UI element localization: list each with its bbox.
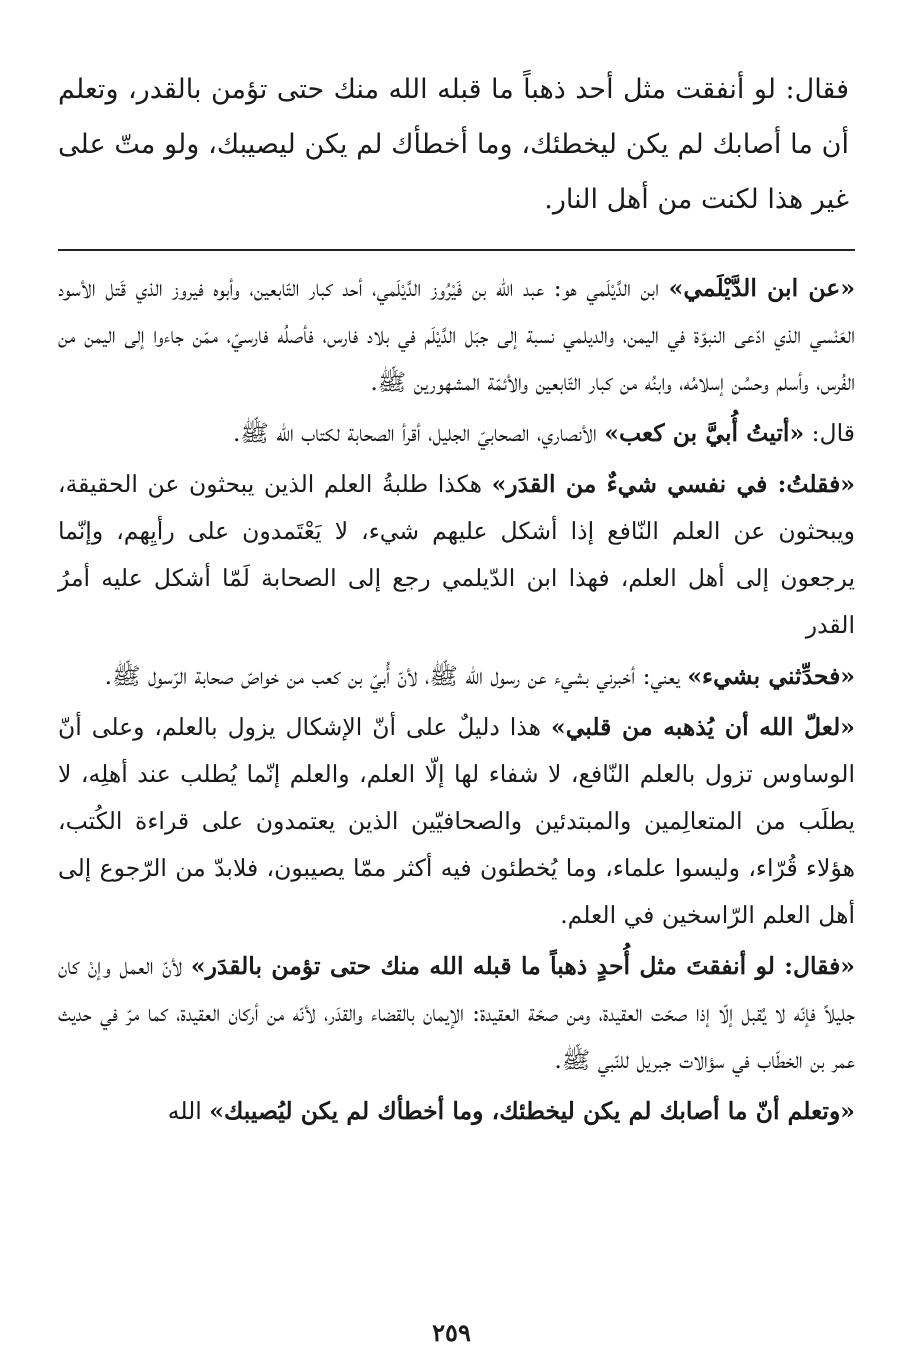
commentary-quote: «لعلّ الله أن يُذهبه من قلبي» bbox=[551, 713, 855, 741]
footnote-divider bbox=[58, 249, 855, 251]
commentary-quote: «عن ابن الدَّيْلَمي» bbox=[668, 274, 856, 302]
commentary-text: يعني: أخبرني بشيء عن رسول الله ﷺ، لأنّ أُبيّ بن كعب من خواصّ صحابة الرّسول ﷺ. bbox=[104, 662, 688, 690]
commentary-quote: «وتعلم أنّ ما أصابك لم يكن ليخطئك، وما أخطأك لم يكن ليُصيبك» bbox=[209, 1097, 855, 1125]
commentary-paragraph bbox=[58, 943, 855, 1084]
commentary-paragraph bbox=[58, 410, 855, 457]
commentary-text: هكذا طلبةُ العلم الذين يبحثون عن الحقيقة، ويبحثون عن العلم النّافع إذا أشكل عليهم شيء، لا يَعْتَمدون على رأيِهم، وإنّما يرجعون إلى أهل العلم، فهذا ابن الدّيلمي رجع إلى الصحابة لَمّا أشكل عليه أمرُ القدر bbox=[58, 470, 855, 639]
commentary-quote: «فحدِّثني بشيء» bbox=[687, 662, 855, 690]
commentary-text: ابن الدَّيْلَمي هو: عبد الله بن فَيْرُوز الدَّيْلَمي، أحد كبار التّابعين، وأبوه فيروز الذي قَتل الأسود العَنْسي الذي ادّعى النبوّة في اليمن، والديلمي نسبة إلى جبَل الدَّيْلَم في بلاد فارس، فأصلُه فارسيّ، ممّن جاءوا إلى اليمن من الفُرس، وأسلم وحسُن إسلامُه، وابنُه من كبار التّابعين والأئمّة المشهورين ﷺ. bbox=[58, 274, 855, 396]
commentary-quote: «فقال: لو أنفقتَ مثل أُحدٍ ذهباً ما قبله الله منك حتى تؤمن بالقدَر» bbox=[190, 952, 855, 980]
hadith-text: فقال: لو أنفقت مثل أحد ذهباً ما قبله الله منك حتى تؤمن بالقدر، وتعلم أن ما أصابك لم يكن ليخطئك، وما أخطأك لم يكن ليصيبك، ولو متّ على غير هذا لكنت من أهل النار. bbox=[58, 74, 849, 215]
commentary-paragraph bbox=[58, 461, 855, 649]
commentary-paragraph bbox=[58, 704, 855, 939]
commentary-text: الله bbox=[167, 1097, 210, 1125]
commentary-paragraph bbox=[58, 265, 855, 406]
commentary-section bbox=[58, 265, 855, 1135]
commentary-text: لأنّ العمل وإنْ كان جليلاً فإنّه لا يُقبل إلّا إذا صحّت العقيدة، ومن صحّة العقيدة: الإيمان بالقضاء والقدَر، لأنّه من أركان العقيدة، كما مرّ في حديث عمر بن الخطّاب في سؤالات جبريل للنّبي ﷺ. bbox=[58, 952, 855, 1074]
commentary-text: هذا دليلٌ على أنّ الإشكال يزول بالعلم، وعلى أنّ الوساوس تزول بالعلم النّافع، لا شفاء لها إلّا العلم، والعلم إنّما يُطلب عند أهلِه، لا يطلَب من المتعالِمين والمبتدئين والصحافيّين الذين يعتمدون على قراءة الكُتب، هؤلاء قُرّاء، وليسوا علماء، وما يُخطئون فيه أكثر ممّا يصيبون، فلابدّ من الرّجوع إلى أهل العلم الرّاسخين في العلم. bbox=[58, 713, 856, 929]
commentary-paragraph bbox=[58, 1088, 855, 1135]
commentary-quote: «أتيتُ أُبيَّ بن كعب» bbox=[604, 419, 805, 447]
page-number: ٢٥٩ bbox=[432, 1318, 471, 1347]
commentary-lead: قال: bbox=[804, 419, 855, 447]
commentary-quote: «فقلتُ: في نفسي شيءٌ من القدَر» bbox=[491, 470, 855, 498]
commentary-text: الأنصاري، الصحابيّ الجليل، أقرأ الصحابة لكتاب الله ﷺ. bbox=[232, 419, 605, 447]
book-page bbox=[58, 62, 855, 1139]
commentary-paragraph bbox=[58, 653, 855, 700]
